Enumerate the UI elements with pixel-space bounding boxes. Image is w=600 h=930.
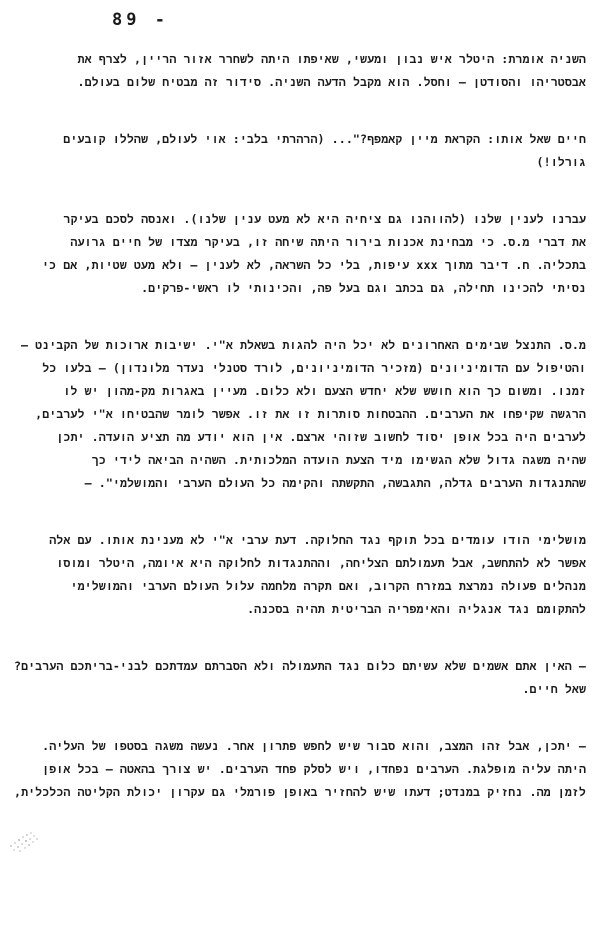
text-line: לזמן מה. נחזיק במנדט; דעתו שיש להחזיר באופן פורמלי גם עקרון יכולת הקליטה הכלכלית, [14, 785, 586, 799]
margin-mark [6, 828, 44, 856]
text-line: גורלו!) [536, 155, 586, 169]
document-body [14, 48, 586, 838]
page-number: 89 - [112, 10, 169, 30]
paragraph [14, 529, 586, 621]
paragraph [14, 208, 586, 300]
text-line: לערבים היה בכל אופן יסוד לחשוב שזוהי ארצם. אין הוא יודע מה תציע הועדה. יתכן [56, 430, 586, 444]
text-line: מנהלים פעולה נמרצת במזרח הקרוב, ואם תקרה מלחמה עלול העולם הערבי והמושלימי [70, 579, 586, 593]
text-line: – האין אתם אשמים שלא עשיתם כלום נגד התעמולה ולא הסברתם עמדתכם לבני-בריתכם הערבים? [14, 659, 586, 673]
text-line: בתכליה. ח. דיבר מתוך xxx עיפות, בלי כל השראה, לא לענין – ולא מעט שטיות, אם כי [42, 258, 586, 272]
text-line: מושלימי הודו עומדים בכל תוקף נגד החלוקה. דעת ערבי א"י לא מענינת אותו. עם אלה [49, 533, 586, 547]
text-line: להתקומם נגד אנגליה והאימפריה הבריטית תהיה בסכנה. [247, 602, 586, 616]
paragraph [14, 655, 586, 701]
text-line: – יתכן, אבל זהו המצב, והוא סבור שיש לחפש פתרון אחר. נעשה משגה בסטפו של העליה. [42, 739, 586, 753]
paragraph [14, 48, 586, 94]
paragraph [14, 128, 586, 174]
text-line: שהתנגדות הערבים גדלה, התגבשה, התקשתה והקימה כל העולם הערבי והמושלמי". – [84, 476, 586, 490]
text-line: עברנו לענין שלנו (להווהנו גם ציחיה היא לא מעט ענין שלנו). ואנסה לסכם בעיקר [63, 212, 586, 226]
paragraph [14, 334, 586, 495]
text-line: היתה עליה מופלגת. הערבים נפחדו, ויש לסלק פחד הערבים. יש צורך בהאטה – בכל אופן [42, 762, 586, 776]
text-line: חיים שאל אותו: הקראת מיין קאמפף?"... (הרהרתי בלבי: אוי לעולם, שהללו קובעים [63, 132, 586, 146]
text-line: נסיתי להכינו תחילה, גם בכתב וגם בעל פה, והכינותי לו ראשי-פרקים. [141, 281, 586, 295]
text-line: את דברי מ.ס. כי מבחינת אכנות בירור היתה שיחה זו, בעיקר מצדו של חיים גרועה [70, 235, 586, 249]
text-line: שאל חיים. [522, 682, 586, 696]
paragraph [14, 735, 586, 804]
text-line: זמנו. ומשום כך הוא חושש שלא יחדש הצעם ולא כלום. מעיין באגרות מק-מהון יש לו [63, 384, 586, 398]
text-line: הרגשה שקיפחו את הערבים. ההבטחות סותרות זו את זו. אפשר לומר שהבטיחו א"י לערבים, [35, 407, 586, 421]
text-line: והטיפול עם הדומיניונים (מזכיר הדומיניונים, לורד סטנלי נעדר מלונדון) – בלעו כל [42, 361, 586, 375]
text-line: מ.ס. התנצל שבימים האחרונים לא יכל היה להגות בשאלת א"י. ישיבות ארוכות של הקבינט – [20, 338, 586, 352]
text-line: אבסטריהו והסודטן – וחסל. הוא מקבל הדעה השניה. סידור זה מבטיח שלום בעולם. [77, 75, 586, 89]
text-line: השניה אומרת: היטלר איש נבון ומעשי, שאיפתו היתה לשחרר אזור הריין, לצרף את [77, 52, 586, 66]
text-line: שהיה משגה גדול שלא הגשימו מיד הצעת הועדה המלכותית. השהיה הביאה לידי כך [91, 453, 586, 467]
text-line: אפשר לא להתחשב, אבל תעמולתם הצליחה, וההתנגדות לחלוקה היא איומה, היטלר ומוסו [56, 556, 586, 570]
